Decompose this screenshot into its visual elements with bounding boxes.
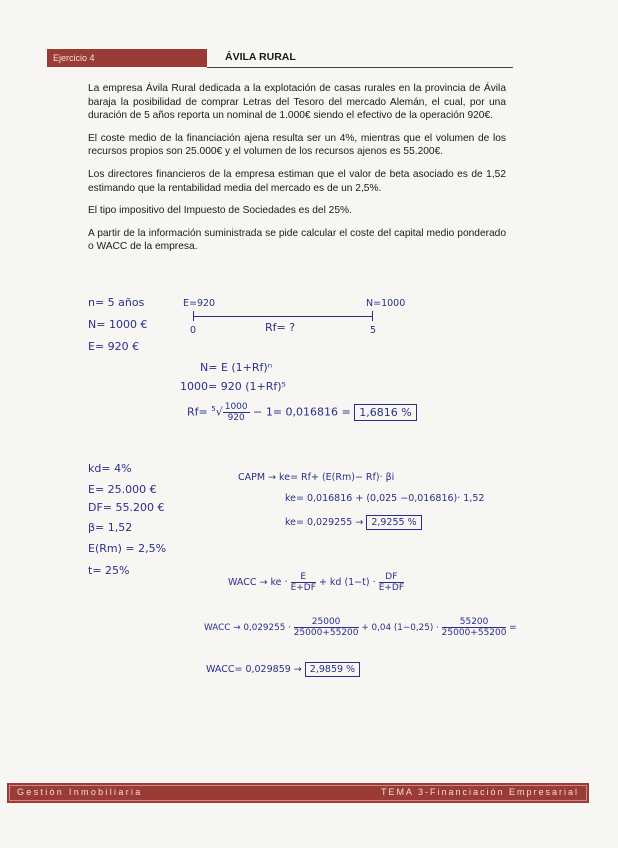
rf-fraction [223,402,250,423]
timeline-tick [193,311,194,321]
rf-result: 1,6816 % [354,404,416,421]
frac-num: 25000 [294,617,359,628]
statement-paragraph: La empresa Ávila Rural dedicada a la explotación de casas rurales en la provincia de Ávila baraja la posibilidad de comprar Letras del Tesoro del mercado Alemán, el cual, por una duración de 5 años reporta un nominal de 1.000€ siendo el efectivo de la operación 920€. [88,83,506,122]
rf-numerator: 1000 [224,402,248,412]
wacc-sub-b: + 0,04 (1−0,25) · [361,623,439,633]
wacc-value: WACC= 0,029859 → [206,664,302,675]
formula-substituted: 1000= 920 (1+Rf)⁵ [180,380,286,393]
timeline-t0: 0 [190,325,197,336]
exercise-tag: Ejercicio 4 [47,49,207,67]
frac-num: 55200 [442,617,507,628]
wacc-frac-debt [379,572,404,593]
given-N: N= 1000 € [88,318,148,331]
timeline-t5: 5 [370,325,377,336]
timeline-tick [372,311,373,321]
wacc-sub-frac-equity [294,617,359,638]
problem-statement [88,82,506,263]
exercise-title: ÁVILA RURAL [225,51,296,63]
timeline-start-label: E=920 [183,298,216,309]
wacc-result: 2,9859 % [305,662,360,677]
root-index: 5 [211,404,216,413]
capm-formula: CAPM → ke= Rf+ (E(Rm)− Rf)· βi [238,472,395,483]
header-rule [207,67,513,68]
rf-denominator: 920 [227,413,245,423]
given-E: E= 920 € [88,340,140,353]
statement-paragraph: A partir de la información suministrada se pide calcular el coste del capital medio ponderado o WACC de la empresa. [88,227,506,253]
footer-course: Gestión Inmobiliaria [17,787,143,797]
statement-paragraph: Los directores financieros de la empresa estiman que el valor de beta asociado es de 1,52 estimando que la rentabilidad media del mercado es de un 2,5%. [88,168,506,194]
formula-rf: Rf= $^5$√ $\frac{1000}{920}$ − 1= 0,016816 = 1,6816 % [187,402,417,423]
rf-prefix: Rf= [187,405,208,419]
frac-den: E+DF [290,583,316,593]
given-beta: β= 1,52 [88,521,133,534]
given-kd: kd= 4% [88,462,132,475]
wacc-formula-a: WACC → ke · [228,577,288,588]
given-n: n= 5 años [88,296,145,309]
wacc-frac-equity [291,572,316,593]
timeline [193,316,373,317]
wacc-result-line [206,664,360,675]
timeline-mid: Rf= ? [265,321,296,334]
wacc-formula [228,572,404,593]
given-tax: t= 25% [88,564,130,577]
frac-den: 25000+55200 [293,628,359,638]
wacc-sub-frac-debt [442,617,507,638]
given-debt: DF= 55.200 € [88,501,165,514]
frac-num: E [291,572,316,583]
statement-paragraph: El tipo impositivo del Impuesto de Sociedades es del 25%. [88,205,352,217]
page-header [47,49,513,69]
footer-topic: TEMA 3-Financiación Empresarial [380,787,579,797]
formula-nominal: N= E (1+Rf)ⁿ [200,361,273,374]
timeline-end-label: N=1000 [366,298,406,309]
wacc-substituted [204,617,517,638]
page-footer [7,783,589,803]
statement-paragraph: El coste medio de la financiación ajena resulta ser un 4%, mientras que el volumen de los recursos propios son 25.000€ y el volumen de los recursos ajenos es 55.200€. [88,132,506,158]
frac-den: 25000+55200 [441,628,507,638]
given-market-return: E(Rm) = 2,5% [88,542,167,555]
rf-suffix: − 1= 0,016816 = [253,405,351,419]
wacc-sub-equals: = [509,623,517,633]
capm-substituted: ke= 0,016816 + (0,025 −0,016816)· 1,52 [285,493,485,504]
wacc-formula-b: + kd (1−t) · [318,577,376,588]
frac-den: E+DF [378,583,405,593]
capm-result-line [285,517,422,528]
wacc-sub-a: WACC → 0,029255 · [204,623,291,633]
capm-result: 2,9255 % [366,515,421,530]
capm-value: ke= 0,029255 → [285,517,364,528]
given-equity: E= 25.000 € [88,483,157,496]
frac-num: DF [379,572,404,583]
